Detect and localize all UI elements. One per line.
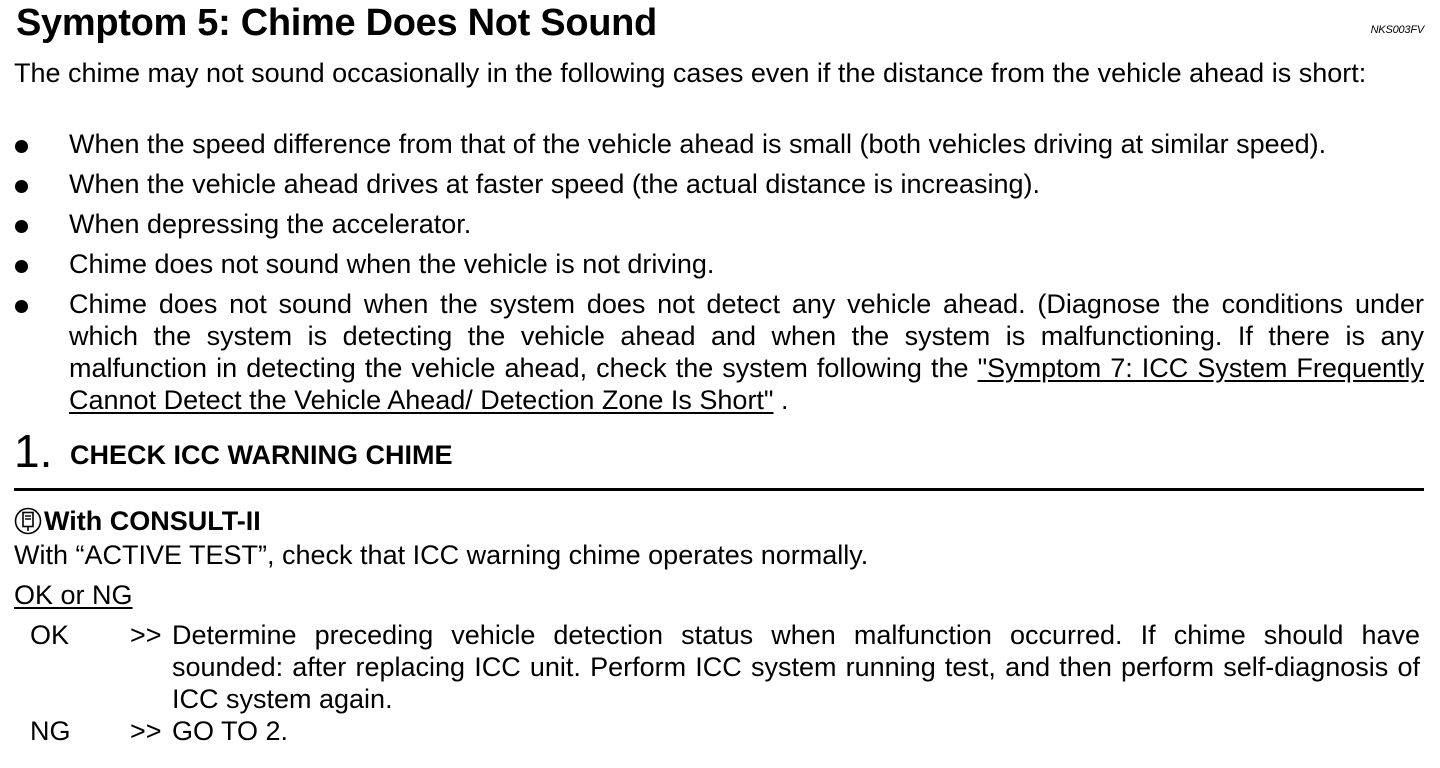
list-item xyxy=(14,288,1424,416)
list-item-text xyxy=(69,288,1424,416)
ok-or-ng-label: OK or NG xyxy=(14,580,133,610)
bullet-dot-icon xyxy=(15,260,28,273)
consult-label: With CONSULT-II xyxy=(44,506,261,536)
list-item-text-body: Chime does not sound when the system does not detect any vehicle ahead. (Diagnose the conditions under which the system is detecting the vehicle ahead and when the system is malfunctioning. If there is any malfunction in detecting the vehicle ahead, check the system following the xyxy=(69,289,1424,383)
result-arrow: >> xyxy=(130,620,162,650)
test-instruction: With “ACTIVE TEST”, check that ICC warning chime operates normally. xyxy=(14,540,869,570)
list-item-text-tail: . xyxy=(773,385,789,415)
result-code: OK xyxy=(30,620,70,650)
list-item-text: When the vehicle ahead drives at faster speed (the actual distance is increasing). xyxy=(69,169,1041,199)
list-item xyxy=(14,248,1424,280)
result-ng-row xyxy=(14,715,1424,747)
list-item xyxy=(14,168,1424,200)
result-ok-row xyxy=(14,619,1424,715)
step-heading xyxy=(14,424,1424,491)
condition-list xyxy=(14,128,1424,424)
intro-paragraph: The chime may not sound occasionally in the following cases even if the distance from the vehicle ahead is short: xyxy=(14,58,1367,88)
result-text: GO TO 2. xyxy=(172,716,289,746)
list-item xyxy=(14,128,1424,160)
bullet-dot-icon xyxy=(15,220,28,233)
bullet-dot-icon xyxy=(15,140,28,153)
result-text: Determine preceding vehicle detection status when malfunction occurred. If chime should have sounded: after replacing ICC unit. Perform ICC system running test, and then perform self-diagnosis of ICC system again. xyxy=(172,620,1420,714)
list-item-text: Chime does not sound when the vehicle is not driving. xyxy=(69,249,715,279)
list-item-text: When depressing the accelerator. xyxy=(69,209,472,239)
title-row xyxy=(14,0,1424,50)
consult-heading xyxy=(14,506,261,540)
bullet-dot-icon xyxy=(15,300,28,313)
step-title: CHECK ICC WARNING CHIME xyxy=(70,440,453,470)
bullet-dot-icon xyxy=(15,180,28,193)
result-arrow: >> xyxy=(130,716,162,746)
step-number: 1. xyxy=(14,425,53,477)
symptom-7-link[interactable]: "Symptom 7: ICC System Frequently Cannot Detect the Vehicle Ahead/ Detection Zone Is Short" xyxy=(69,353,1424,415)
document-code: NKS003FV xyxy=(1370,24,1424,36)
consult-tool-icon xyxy=(14,507,42,535)
list-item-text: When the speed difference from that of the vehicle ahead is small (both vehicles driving at similar speed). xyxy=(69,129,1327,159)
list-item xyxy=(14,208,1424,240)
result-code: NG xyxy=(30,716,71,746)
page-title: Symptom 5: Chime Does Not Sound xyxy=(16,2,657,44)
